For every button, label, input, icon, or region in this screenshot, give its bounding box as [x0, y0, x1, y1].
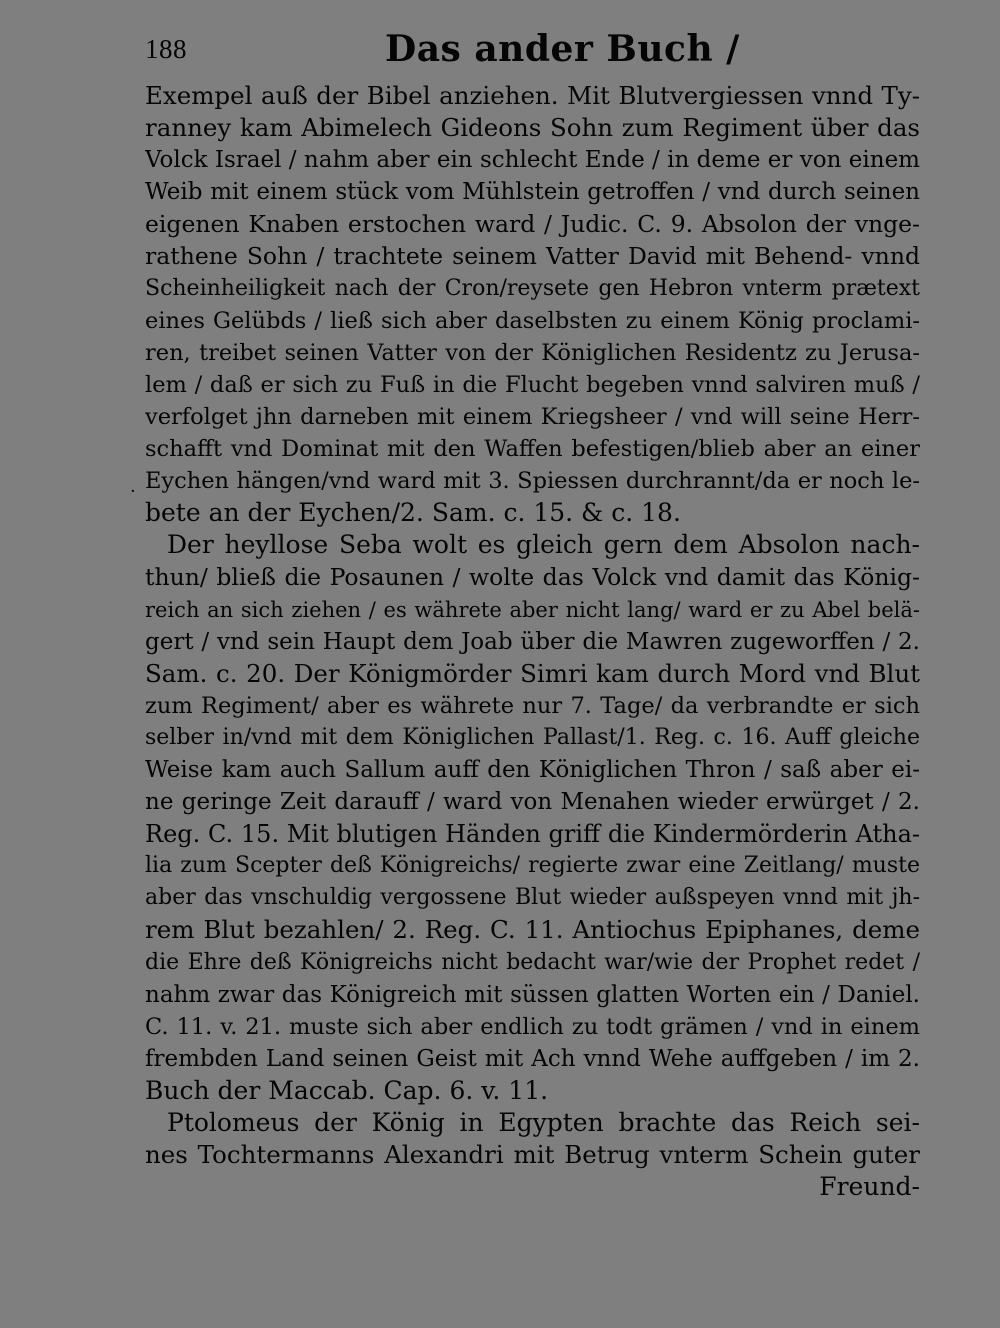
- text-line: reich an sich ziehen / es währete aber nicht lang/ ward er zu Abel belä-: [145, 597, 920, 622]
- body-text: [145, 80, 920, 1203]
- text-line: ranney kam Abimelech Gideons Sohn zum Regiment über das: [145, 113, 920, 143]
- text-line: rathene Sohn / trachtete seinem Vatter David mit Behend- vnnd: [145, 242, 920, 271]
- margin-mark: ·: [130, 481, 136, 502]
- running-head: Das ander Buch /: [385, 28, 740, 70]
- text-line: aber das vnschuldig vergossene Blut wieder außspeyen vnnd mit jh-: [145, 885, 920, 911]
- text-line: eigenen Knaben erstochen ward / Judic. C. 9. Absolon der vnge-: [145, 210, 920, 239]
- text-line: Sam. c. 20. Der Königmörder Simri kam durch Mord vnd Blut: [145, 658, 920, 688]
- text-line: ren, treibet seinen Vatter von der Königlichen Residentz zu Jerusa-: [145, 339, 920, 366]
- text-line-paragraph-start: Der heyllose Seba wolt es gleich gern dem Absolon nach-: [167, 530, 920, 560]
- text-line: eines Gelübds / ließ sich aber daselbsten zu einem König proclami-: [145, 307, 920, 334]
- text-line: Volck Israel / nahm aber ein schlecht Ende / in deme er von einem: [145, 147, 920, 174]
- text-line: lia zum Scepter deß Königreichs/ regierte zwar eine Zeitlang/ muste: [145, 853, 920, 879]
- text-line: Exempel auß der Bibel anziehen. Mit Blutvergiessen vnnd Ty-: [145, 81, 920, 110]
- text-line: nes Tochtermanns Alexandri mit Betrug vnterm Schein guter: [145, 1140, 920, 1170]
- text-line: schafft vnd Dominat mit den Waffen befestigen/blieb aber an einer: [145, 436, 920, 463]
- catchword: Freund-: [819, 1172, 920, 1202]
- text-line: verfolget jhn darneben mit einem Kriegsheer / vnd will seine Herr-: [145, 403, 920, 430]
- text-line-paragraph-start: Ptolomeus der König in Egypten brachte das Reich sei-: [167, 1108, 920, 1137]
- text-line: nahm zwar das Königreich mit süssen glatten Worten ein / Daniel.: [145, 981, 920, 1008]
- text-line-paragraph-end: Buch der Maccab. Cap. 6. v. 11.: [145, 1075, 549, 1105]
- text-line: Scheinheiligkeit nach der Cron/reysete gen Hebron vnterm prætext: [145, 275, 920, 301]
- text-line: zum Regiment/ aber es währete nur 7. Tage/ da verbrandte er sich: [145, 692, 920, 719]
- text-line-paragraph-end: bete an der Eychen/2. Sam. c. 15. & c. 18.: [145, 498, 681, 528]
- text-line: selber in/vnd mit dem Königlichen Pallast/1. Reg. c. 16. Auff gleiche: [145, 724, 920, 750]
- text-line: lem / daß er sich zu Fuß in die Flucht begeben vnnd salviren muß /: [145, 371, 920, 398]
- text-line: rem Blut bezahlen/ 2. Reg. C. 11. Antiochus Epiphanes, deme: [145, 915, 920, 945]
- text-line: die Ehre deß Königreichs nicht bedacht war/wie der Prophet redet /: [145, 949, 920, 975]
- text-line: Weise kam auch Sallum auff den Königlichen Thron / saß aber ei-: [145, 756, 920, 783]
- text-line: Reg. C. 15. Mit blutigen Händen griff die Kindermörderin Atha-: [145, 820, 920, 849]
- text-line: ne geringe Zeit darauff / ward von Menahen wieder erwürget / 2.: [145, 789, 920, 816]
- text-line: Eychen hängen/vnd ward mit 3. Spiessen durchrannt/da er noch le-: [145, 468, 920, 495]
- page-header: [145, 28, 925, 76]
- text-line: C. 11. v. 21. muste sich aber endlich zu todt grämen / vnd in einem: [145, 1013, 920, 1040]
- text-line: gert / vnd sein Haupt dem Joab über die Mawren zugeworffen / 2.: [145, 628, 920, 655]
- text-line: frembden Land seinen Geist mit Ach vnnd Wehe auffgeben / im 2.: [145, 1045, 920, 1072]
- page-number: 188: [145, 34, 187, 64]
- text-line: Weib mit einem stück vom Mühlstein getroffen / vnd durch seinen: [145, 179, 920, 206]
- text-line: thun/ bließ die Posaunen / wolte das Volck vnd damit das König-: [145, 563, 920, 592]
